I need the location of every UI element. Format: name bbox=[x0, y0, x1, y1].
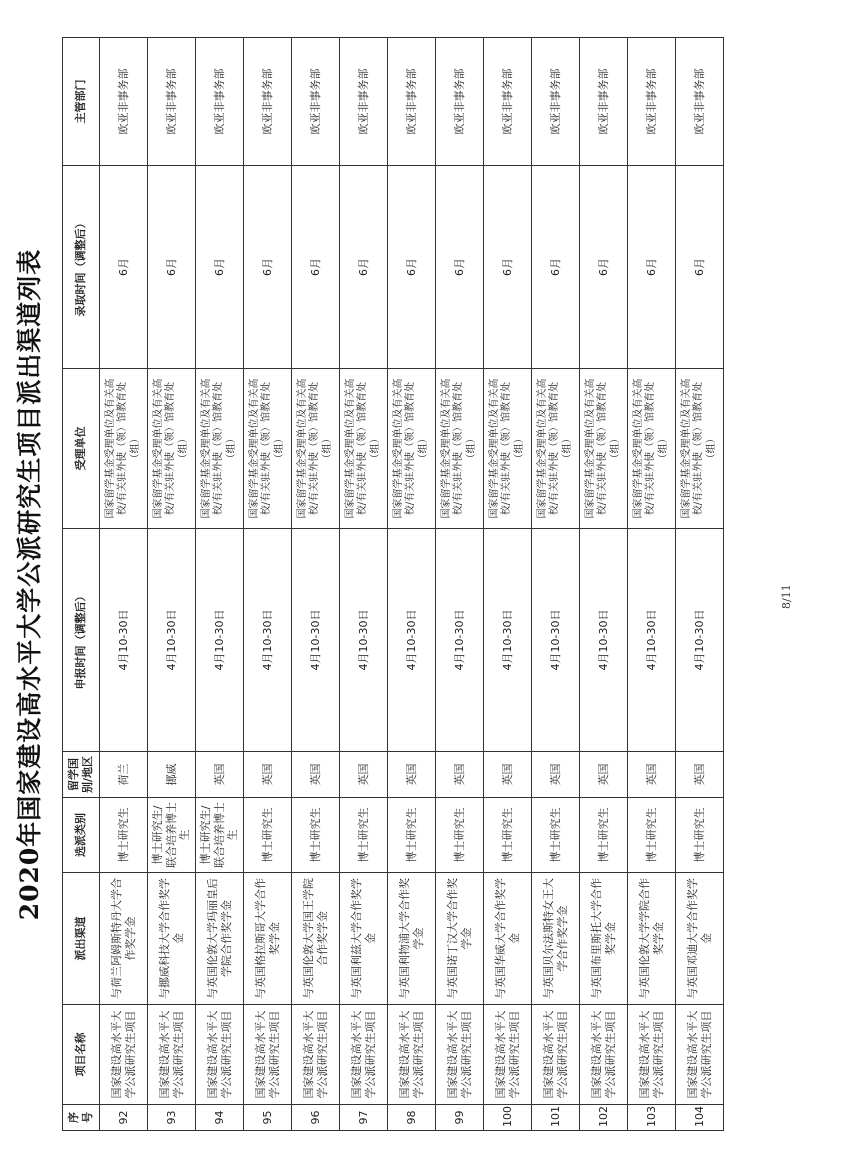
table-row bbox=[292, 38, 340, 1131]
cell-country: 英国 bbox=[244, 752, 292, 798]
cell-seq: 104 bbox=[676, 1105, 724, 1131]
cell-seq: 95 bbox=[244, 1105, 292, 1131]
cell-project: 国家建设高水平大学公派研究生项目 bbox=[628, 1005, 676, 1105]
cell-dept: 欧亚非事务部 bbox=[244, 38, 292, 166]
cell-apply-time: 4月10-30日 bbox=[196, 529, 244, 752]
cell-seq: 101 bbox=[532, 1105, 580, 1131]
cell-apply-time: 4月10-30日 bbox=[340, 529, 388, 752]
table-body bbox=[100, 38, 724, 1131]
cell-country: 英国 bbox=[628, 752, 676, 798]
cell-unit: 国家留学基金受理单位及有关高校/有关驻外使（领）馆教育处（组） bbox=[580, 369, 628, 529]
cell-country: 英国 bbox=[340, 752, 388, 798]
cell-dept: 欧亚非事务部 bbox=[676, 38, 724, 166]
cell-admit-time: 6月 bbox=[532, 166, 580, 369]
cell-country: 英国 bbox=[484, 752, 532, 798]
cell-project: 国家建设高水平大学公派研究生项目 bbox=[676, 1005, 724, 1105]
cell-apply-time: 4月10-30日 bbox=[580, 529, 628, 752]
cell-unit: 国家留学基金受理单位及有关高校/有关驻外使（领）馆教育处（组） bbox=[244, 369, 292, 529]
cell-project: 国家建设高水平大学公派研究生项目 bbox=[484, 1005, 532, 1105]
cell-apply-time: 4月10-30日 bbox=[148, 529, 196, 752]
cell-country: 英国 bbox=[676, 752, 724, 798]
cell-type: 博士研究生 bbox=[436, 798, 484, 873]
table-row bbox=[484, 38, 532, 1131]
table-row bbox=[436, 38, 484, 1131]
cell-country: 英国 bbox=[196, 752, 244, 798]
table-row bbox=[100, 38, 148, 1131]
cell-channel: 与英国布里斯托大学合作奖学金 bbox=[580, 873, 628, 1005]
cell-admit-time: 6月 bbox=[100, 166, 148, 369]
cell-channel: 与英国利兹大学合作奖学金 bbox=[340, 873, 388, 1005]
cell-dept: 欧亚非事务部 bbox=[340, 38, 388, 166]
cell-admit-time: 6月 bbox=[676, 166, 724, 369]
cell-country: 英国 bbox=[532, 752, 580, 798]
cell-project: 国家建设高水平大学公派研究生项目 bbox=[292, 1005, 340, 1105]
cell-seq: 98 bbox=[388, 1105, 436, 1131]
cell-unit: 国家留学基金受理单位及有关高校/有关驻外使（领）馆教育处（组） bbox=[100, 369, 148, 529]
cell-project: 国家建设高水平大学公派研究生项目 bbox=[340, 1005, 388, 1105]
cell-channel: 与英国格拉斯哥大学合作奖学金 bbox=[244, 873, 292, 1005]
cell-project: 国家建设高水平大学公派研究生项目 bbox=[580, 1005, 628, 1105]
cell-seq: 96 bbox=[292, 1105, 340, 1131]
cell-seq: 103 bbox=[628, 1105, 676, 1131]
cell-project: 国家建设高水平大学公派研究生项目 bbox=[100, 1005, 148, 1105]
header-seq: 序号 bbox=[63, 1105, 100, 1131]
cell-admit-time: 6月 bbox=[148, 166, 196, 369]
channel-table bbox=[62, 37, 724, 1131]
cell-apply-time: 4月10-30日 bbox=[532, 529, 580, 752]
cell-type: 博士研究生 bbox=[628, 798, 676, 873]
cell-dept: 欧亚非事务部 bbox=[436, 38, 484, 166]
cell-dept: 欧亚非事务部 bbox=[532, 38, 580, 166]
table-row bbox=[340, 38, 388, 1131]
cell-project: 国家建设高水平大学公派研究生项目 bbox=[196, 1005, 244, 1105]
header-unit: 受理单位 bbox=[63, 369, 100, 529]
cell-project: 国家建设高水平大学公派研究生项目 bbox=[388, 1005, 436, 1105]
cell-channel: 与英国贝尔法斯特女王大学合作奖学金 bbox=[532, 873, 580, 1005]
cell-seq: 100 bbox=[484, 1105, 532, 1131]
cell-unit: 国家留学基金受理单位及有关高校/有关驻外使（领）馆教育处（组） bbox=[196, 369, 244, 529]
cell-unit: 国家留学基金受理单位及有关高校/有关驻外使（领）馆教育处（组） bbox=[340, 369, 388, 529]
cell-type: 博士研究生 bbox=[340, 798, 388, 873]
header-dept: 主管部门 bbox=[63, 38, 100, 166]
cell-dept: 欧亚非事务部 bbox=[292, 38, 340, 166]
table-row bbox=[244, 38, 292, 1131]
table-row bbox=[388, 38, 436, 1131]
cell-apply-time: 4月10-30日 bbox=[628, 529, 676, 752]
cell-admit-time: 6月 bbox=[628, 166, 676, 369]
cell-admit-time: 6月 bbox=[580, 166, 628, 369]
header-project: 项目名称 bbox=[63, 1005, 100, 1105]
cell-unit: 国家留学基金受理单位及有关高校/有关驻外使（领）馆教育处（组） bbox=[628, 369, 676, 529]
cell-unit: 国家留学基金受理单位及有关高校/有关驻外使（领）馆教育处（组） bbox=[676, 369, 724, 529]
cell-dept: 欧亚非事务部 bbox=[580, 38, 628, 166]
cell-seq: 92 bbox=[100, 1105, 148, 1131]
cell-seq: 102 bbox=[580, 1105, 628, 1131]
cell-admit-time: 6月 bbox=[340, 166, 388, 369]
cell-dept: 欧亚非事务部 bbox=[148, 38, 196, 166]
cell-seq: 94 bbox=[196, 1105, 244, 1131]
cell-dept: 欧亚非事务部 bbox=[100, 38, 148, 166]
cell-apply-time: 4月10-30日 bbox=[676, 529, 724, 752]
cell-channel: 与英国利物浦大学合作奖学金 bbox=[388, 873, 436, 1005]
cell-apply-time: 4月10-30日 bbox=[436, 529, 484, 752]
cell-channel: 与英国伦敦大学玛丽皇后学院合作奖学金 bbox=[196, 873, 244, 1005]
cell-seq: 99 bbox=[436, 1105, 484, 1131]
cell-unit: 国家留学基金受理单位及有关高校/有关驻外使（领）馆教育处（组） bbox=[484, 369, 532, 529]
cell-country: 荷兰 bbox=[100, 752, 148, 798]
cell-project: 国家建设高水平大学公派研究生项目 bbox=[244, 1005, 292, 1105]
cell-dept: 欧亚非事务部 bbox=[484, 38, 532, 166]
table-row bbox=[628, 38, 676, 1131]
cell-project: 国家建设高水平大学公派研究生项目 bbox=[532, 1005, 580, 1105]
cell-admit-time: 6月 bbox=[244, 166, 292, 369]
cell-admit-time: 6月 bbox=[436, 166, 484, 369]
cell-country: 挪威 bbox=[148, 752, 196, 798]
header-country: 留学国别/地区 bbox=[63, 752, 100, 798]
cell-type: 博士研究生/联合培养博士生 bbox=[196, 798, 244, 873]
cell-country: 英国 bbox=[292, 752, 340, 798]
cell-unit: 国家留学基金受理单位及有关高校/有关驻外使（领）馆教育处（组） bbox=[148, 369, 196, 529]
cell-type: 博士研究生/联合培养博士生 bbox=[148, 798, 196, 873]
cell-channel: 与英国华威大学合作奖学金 bbox=[484, 873, 532, 1005]
cell-type: 博士研究生 bbox=[244, 798, 292, 873]
cell-admit-time: 6月 bbox=[484, 166, 532, 369]
cell-type: 博士研究生 bbox=[532, 798, 580, 873]
cell-channel: 与挪威科技大学合作奖学金 bbox=[148, 873, 196, 1005]
cell-type: 博士研究生 bbox=[388, 798, 436, 873]
page-number: 8/11 bbox=[780, 584, 793, 609]
cell-apply-time: 4月10-30日 bbox=[388, 529, 436, 752]
cell-apply-time: 4月10-30日 bbox=[100, 529, 148, 752]
header-type: 选派类别 bbox=[63, 798, 100, 873]
cell-type: 博士研究生 bbox=[484, 798, 532, 873]
cell-seq: 93 bbox=[148, 1105, 196, 1131]
cell-type: 博士研究生 bbox=[100, 798, 148, 873]
cell-unit: 国家留学基金受理单位及有关高校/有关驻外使（领）馆教育处（组） bbox=[388, 369, 436, 529]
table-row bbox=[148, 38, 196, 1131]
cell-channel: 与英国邓迪大学合作奖学金 bbox=[676, 873, 724, 1005]
cell-channel: 与英国伦敦大学国王学院合作奖学金 bbox=[292, 873, 340, 1005]
cell-country: 英国 bbox=[580, 752, 628, 798]
cell-country: 英国 bbox=[388, 752, 436, 798]
cell-admit-time: 6月 bbox=[292, 166, 340, 369]
cell-dept: 欧亚非事务部 bbox=[388, 38, 436, 166]
cell-apply-time: 4月10-30日 bbox=[484, 529, 532, 752]
table-row bbox=[676, 38, 724, 1131]
cell-apply-time: 4月10-30日 bbox=[292, 529, 340, 752]
cell-admit-time: 6月 bbox=[388, 166, 436, 369]
table-header-row bbox=[63, 38, 100, 1131]
cell-channel: 与英国诺丁汉大学合作奖学金 bbox=[436, 873, 484, 1005]
cell-channel: 与荷兰阿姆斯特丹大学合作奖学金 bbox=[100, 873, 148, 1005]
header-apply-time: 申报时间（调整后） bbox=[63, 529, 100, 752]
cell-seq: 97 bbox=[340, 1105, 388, 1131]
page-title: 2020年国家建设高水平大学公派研究生项目派出渠道列表 bbox=[15, 248, 44, 921]
table-row bbox=[580, 38, 628, 1131]
cell-project: 国家建设高水平大学公派研究生项目 bbox=[436, 1005, 484, 1105]
cell-project: 国家建设高水平大学公派研究生项目 bbox=[148, 1005, 196, 1105]
cell-country: 英国 bbox=[436, 752, 484, 798]
cell-admit-time: 6月 bbox=[196, 166, 244, 369]
cell-dept: 欧亚非事务部 bbox=[628, 38, 676, 166]
cell-dept: 欧亚非事务部 bbox=[196, 38, 244, 166]
cell-channel: 与英国伦敦大学学院合作奖学金 bbox=[628, 873, 676, 1005]
header-channel: 派出渠道 bbox=[63, 873, 100, 1005]
table-row bbox=[196, 38, 244, 1131]
cell-type: 博士研究生 bbox=[580, 798, 628, 873]
cell-type: 博士研究生 bbox=[292, 798, 340, 873]
cell-type: 博士研究生 bbox=[676, 798, 724, 873]
header-admit-time: 录取时间（调整后） bbox=[63, 166, 100, 369]
table-row bbox=[532, 38, 580, 1131]
cell-apply-time: 4月10-30日 bbox=[244, 529, 292, 752]
cell-unit: 国家留学基金受理单位及有关高校/有关驻外使（领）馆教育处（组） bbox=[532, 369, 580, 529]
cell-unit: 国家留学基金受理单位及有关高校/有关驻外使（领）馆教育处（组） bbox=[436, 369, 484, 529]
cell-unit: 国家留学基金受理单位及有关高校/有关驻外使（领）馆教育处（组） bbox=[292, 369, 340, 529]
